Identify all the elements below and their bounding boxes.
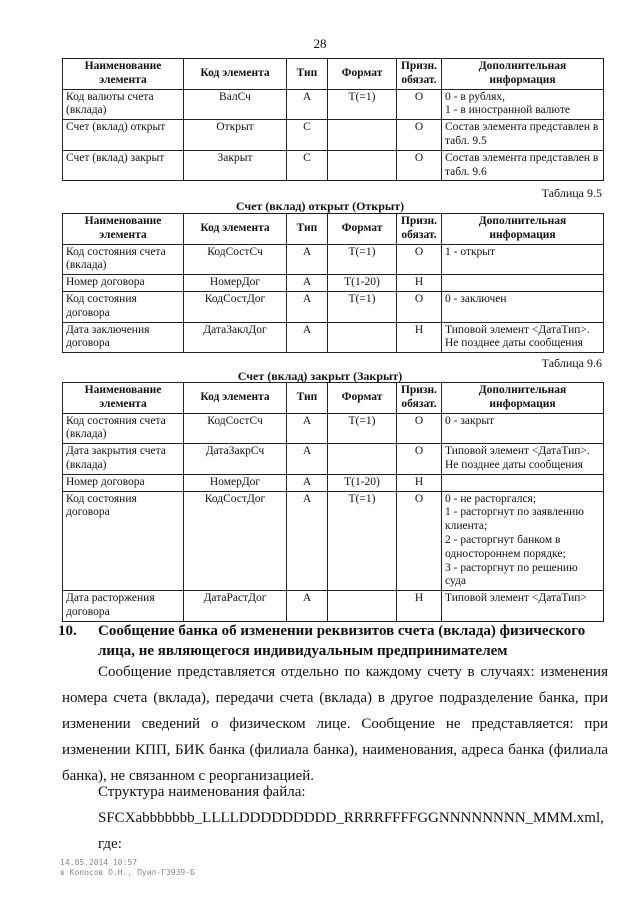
table-cell: Типовой элемент <ДатаТип>. Не позднее даты сообщения bbox=[442, 322, 604, 353]
table-cell: О bbox=[397, 444, 442, 475]
table-cell: Номер договора bbox=[63, 275, 184, 292]
table-element-list bbox=[62, 58, 604, 181]
table-cell: А bbox=[287, 322, 328, 353]
table-cell: А bbox=[287, 444, 328, 475]
table-cell: О bbox=[397, 413, 442, 444]
table-label: Таблица 9.5 bbox=[541, 186, 602, 200]
table-account-closed bbox=[62, 382, 604, 622]
table-cell: Дата расторжения договора bbox=[63, 591, 184, 622]
table-caption: Счет (вклад) открыт (Открыт) bbox=[235, 199, 405, 213]
table-label: Таблица 9.6 bbox=[541, 356, 602, 370]
table-cell: Типовой элемент <ДатаТип>. Не позднее даты сообщения bbox=[442, 444, 604, 475]
table-row bbox=[63, 275, 604, 292]
table-cell: О bbox=[397, 244, 442, 275]
table-cell bbox=[442, 275, 604, 292]
table-cell: С bbox=[287, 150, 328, 181]
table-cell: Типовой элемент <ДатаТип> bbox=[442, 591, 604, 622]
table-cell: О bbox=[397, 150, 442, 181]
table-cell: Код состояния договора bbox=[63, 291, 184, 322]
table-header-row bbox=[63, 383, 604, 414]
table-cell: НомерДог bbox=[184, 275, 287, 292]
column-header: Наименование элемента bbox=[63, 214, 184, 245]
table-cell: КодСостДог bbox=[184, 491, 287, 591]
table-cell: Счет (вклад) открыт bbox=[63, 120, 184, 151]
table-cell: Дата закрытия счета (вклада) bbox=[63, 444, 184, 475]
column-header: Формат bbox=[328, 59, 397, 90]
table-cell: А bbox=[287, 291, 328, 322]
table-cell: Т(1-20) bbox=[328, 275, 397, 292]
table-row bbox=[63, 444, 604, 475]
column-header: Тип bbox=[287, 383, 328, 414]
paragraph-structure: Структура наименования файла: bbox=[98, 784, 306, 800]
table-cell: Код состояния счета (вклада) bbox=[63, 244, 184, 275]
table-cell: Н bbox=[397, 275, 442, 292]
column-header: Наименование элемента bbox=[63, 383, 184, 414]
table-cell: Н bbox=[397, 591, 442, 622]
table-cell: Н bbox=[397, 322, 442, 353]
column-header: Призн. обязат. bbox=[397, 383, 442, 414]
table-cell bbox=[442, 474, 604, 491]
section-number: 10. bbox=[58, 623, 77, 639]
table-cell: Код состояния договора bbox=[63, 491, 184, 591]
table-cell: Номер договора bbox=[63, 474, 184, 491]
table-cell: КодСостСч bbox=[184, 244, 287, 275]
table-cell: А bbox=[287, 275, 328, 292]
table-row bbox=[63, 413, 604, 444]
table-row bbox=[63, 491, 604, 591]
table-cell: А bbox=[287, 474, 328, 491]
table-cell: Код состояния счета (вклада) bbox=[63, 413, 184, 444]
table-row bbox=[63, 120, 604, 151]
page-number: 28 bbox=[313, 36, 327, 51]
table-header-row bbox=[63, 59, 604, 90]
table-caption: Счет (вклад) закрыт (Закрыт) bbox=[237, 369, 403, 383]
column-header: Код элемента bbox=[184, 383, 287, 414]
column-header: Тип bbox=[287, 59, 328, 90]
table-cell: 0 - в рублях, 1 - в иностранной валюте bbox=[442, 89, 604, 120]
column-header: Код элемента bbox=[184, 59, 287, 90]
table-cell bbox=[328, 591, 397, 622]
table-cell: Дата заключения договора bbox=[63, 322, 184, 353]
column-header: Призн. обязат. bbox=[397, 59, 442, 90]
table-cell: О bbox=[397, 491, 442, 591]
column-header: Код элемента bbox=[184, 214, 287, 245]
table-cell: Т(=1) bbox=[328, 291, 397, 322]
column-header: Дополнительная информация bbox=[442, 214, 604, 245]
table-cell bbox=[328, 444, 397, 475]
table-cell: Т(=1) bbox=[328, 491, 397, 591]
table-account-opened bbox=[62, 213, 604, 353]
table-cell: КодСостДог bbox=[184, 291, 287, 322]
table-cell: Состав элемента представлен в табл. 9.5 bbox=[442, 120, 604, 151]
table-cell: О bbox=[397, 120, 442, 151]
table-cell: Закрыт bbox=[184, 150, 287, 181]
table-cell: 0 - не расторгался; 1 - расторгнут по заявлению клиента; 2 - расторгнут банком в одностороннем порядке; 3 - расторгнут по решению суда bbox=[442, 491, 604, 591]
table-cell: Счет (вклад) закрыт bbox=[63, 150, 184, 181]
table-header-row bbox=[63, 214, 604, 245]
table-cell bbox=[328, 150, 397, 181]
table-cell: Т(=1) bbox=[328, 413, 397, 444]
table-cell: ВалСч bbox=[184, 89, 287, 120]
table-cell: НомерДог bbox=[184, 474, 287, 491]
table-cell: А bbox=[287, 491, 328, 591]
table-cell: Т(=1) bbox=[328, 89, 397, 120]
paragraph-body: Сообщение представляется отдельно по каждому счету в случаях: изменения номера счета (вклада), передачи счета (вклада) в другое подразделение банка, при изменении сведений о физическом лице. Сообщение не представляется: при изменении КПП, БИК банка (филиала банка), наименования, адреса банка (филиала банка), не связанном с реорганизацией. bbox=[62, 664, 608, 784]
table-cell: 1 - открыт bbox=[442, 244, 604, 275]
table-cell: Н bbox=[397, 474, 442, 491]
table-cell: Код валюты счета (вклада) bbox=[63, 89, 184, 120]
table-row bbox=[63, 591, 604, 622]
column-header: Дополнительная информация bbox=[442, 383, 604, 414]
table-cell: С bbox=[287, 120, 328, 151]
column-header: Наименование элемента bbox=[63, 59, 184, 90]
table-row bbox=[63, 89, 604, 120]
section-title: Сообщение банка об изменении реквизитов счета (вклада) физического лица, не являющегося индивидуальным предпринимателем bbox=[98, 623, 586, 659]
table-row bbox=[63, 150, 604, 181]
stamp-line: 14.05.2014 10:57 bbox=[60, 858, 138, 867]
column-header: Формат bbox=[328, 214, 397, 245]
stamp-line: в Копосов О.Н., Пуил-ГЗ939-Б bbox=[60, 868, 195, 877]
column-header: Тип bbox=[287, 214, 328, 245]
table-cell: О bbox=[397, 291, 442, 322]
table-cell: Т(1-20) bbox=[328, 474, 397, 491]
section-heading bbox=[58, 621, 608, 661]
column-header: Призн. обязат. bbox=[397, 214, 442, 245]
table-cell: КодСостСч bbox=[184, 413, 287, 444]
table-cell: ДатаЗакрСч bbox=[184, 444, 287, 475]
table-row bbox=[63, 322, 604, 353]
paragraph-filename: SFCXabbbbbbb_LLLLDDDDDDDDD_RRRRFFFFGGNNNNNNNN_MMM.xml, где: bbox=[98, 810, 604, 852]
table-cell: О bbox=[397, 89, 442, 120]
table-cell: 0 - заключен bbox=[442, 291, 604, 322]
table-cell: Состав элемента представлен в табл. 9.6 bbox=[442, 150, 604, 181]
table-cell: А bbox=[287, 244, 328, 275]
table-cell: А bbox=[287, 89, 328, 120]
table-cell: ДатаРастДог bbox=[184, 591, 287, 622]
table-cell: Т(=1) bbox=[328, 244, 397, 275]
table-cell: ДатаЗаклДог bbox=[184, 322, 287, 353]
column-header: Дополнительная информация bbox=[442, 59, 604, 90]
column-header: Формат bbox=[328, 383, 397, 414]
table-cell bbox=[328, 120, 397, 151]
table-cell: А bbox=[287, 591, 328, 622]
table-cell: 0 - закрыт bbox=[442, 413, 604, 444]
table-row bbox=[63, 291, 604, 322]
table-cell: Открыт bbox=[184, 120, 287, 151]
table-row bbox=[63, 244, 604, 275]
table-row bbox=[63, 474, 604, 491]
table-cell bbox=[328, 322, 397, 353]
table-cell: А bbox=[287, 413, 328, 444]
